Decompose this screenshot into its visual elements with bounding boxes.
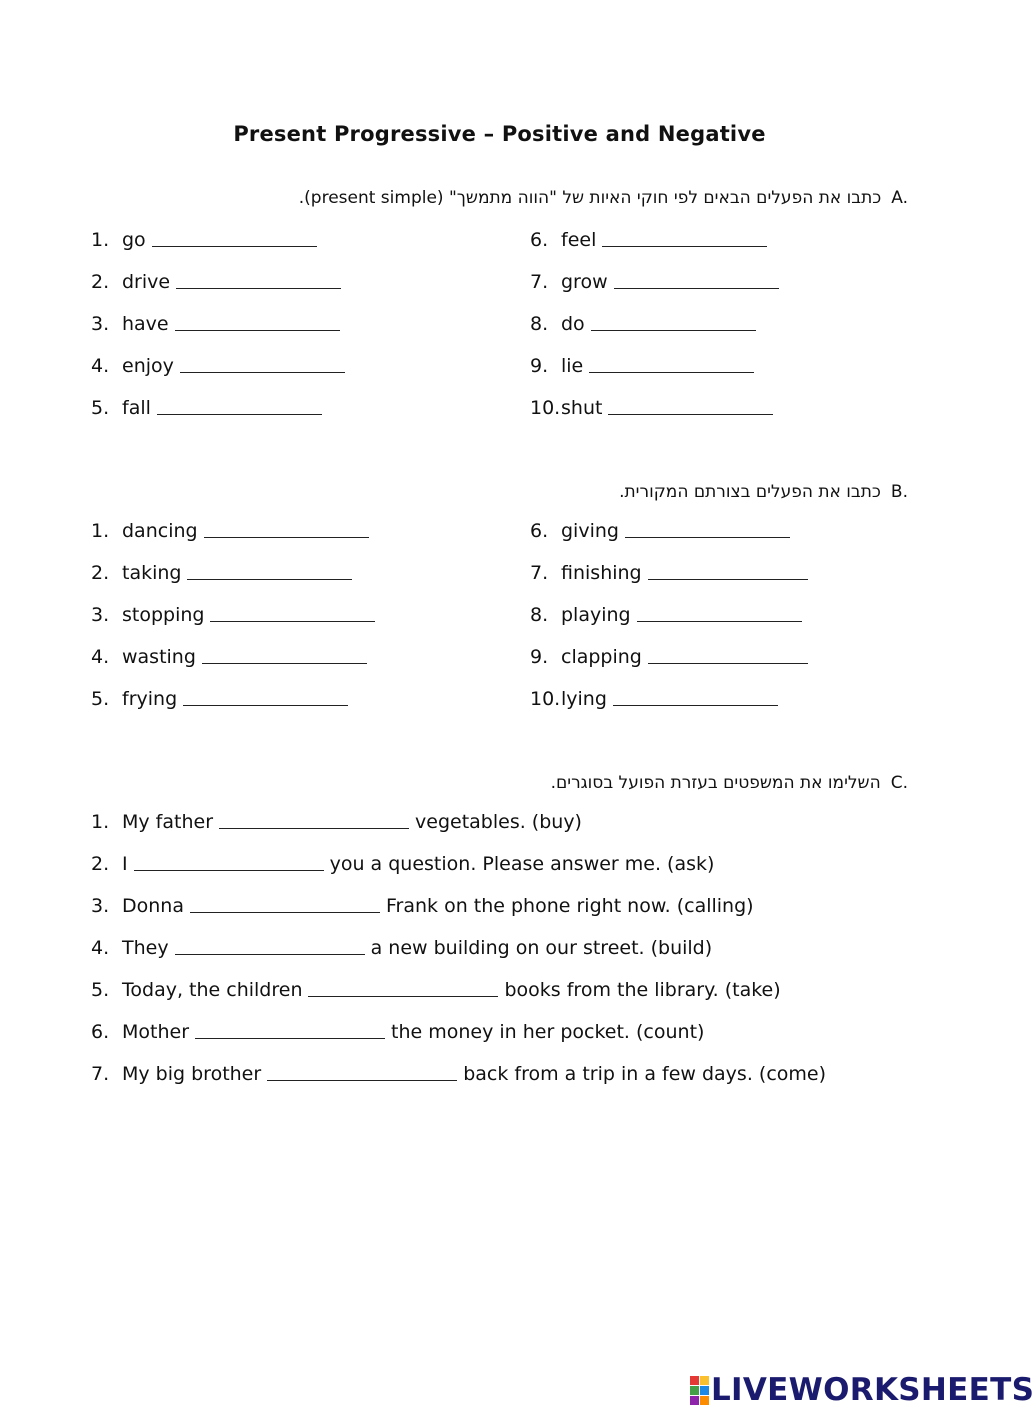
- list-item: 10. lying: [530, 688, 784, 710]
- answer-blank[interactable]: [187, 578, 352, 580]
- answer-blank[interactable]: [183, 704, 348, 706]
- answer-blank[interactable]: [204, 536, 369, 538]
- sentence-item: 3. Donna Frank on the phone right now. (calling): [91, 895, 754, 917]
- section-b-instruction: [619, 482, 908, 502]
- sentence-item: 4. They a new building on our street. (build): [91, 937, 713, 959]
- logo-block: [700, 1386, 709, 1395]
- list-item: 4. wasting: [91, 646, 373, 668]
- worksheet-title: Present Progressive – Positive and Negative: [233, 122, 766, 146]
- list-item: 2. taking: [91, 562, 358, 584]
- answer-blank[interactable]: [176, 287, 341, 289]
- answer-blank[interactable]: [180, 371, 345, 373]
- logo-block: [690, 1396, 699, 1405]
- section-b-text: כתבו את הפעלים בצורתם המקורית.: [619, 482, 881, 502]
- answer-blank[interactable]: [308, 995, 498, 997]
- answer-blank[interactable]: [608, 413, 773, 415]
- section-b-letter: B.: [890, 482, 908, 502]
- answer-blank[interactable]: [625, 536, 790, 538]
- sentence-item: 7. My big brother back from a trip in a few days. (come): [91, 1063, 826, 1085]
- answer-blank[interactable]: [637, 620, 802, 622]
- answer-blank[interactable]: [210, 620, 375, 622]
- list-item: 9. lie: [530, 355, 760, 377]
- answer-blank[interactable]: [613, 704, 778, 706]
- logo-block: [690, 1376, 699, 1385]
- answer-blank[interactable]: [175, 329, 340, 331]
- list-item: 8. do: [530, 313, 762, 335]
- answer-blank[interactable]: [648, 578, 808, 580]
- list-item: 4. enjoy: [91, 355, 351, 377]
- list-item: 8. playing: [530, 604, 808, 626]
- list-item: 5. frying: [91, 688, 354, 710]
- section-c-text: השלימו את המשפטים בעזרת הפועל בסוגרים.: [550, 773, 881, 793]
- list-item: 6. feel: [530, 229, 773, 251]
- answer-blank[interactable]: [219, 827, 409, 829]
- logo-blocks-icon: [690, 1376, 709, 1405]
- list-item: 3. have: [91, 313, 346, 335]
- sentence-item: 6. Mother the money in her pocket. (count): [91, 1021, 705, 1043]
- logo-block: [690, 1386, 699, 1395]
- sentence-item: 5. Today, the children books from the library. (take): [91, 979, 781, 1001]
- answer-blank[interactable]: [589, 371, 754, 373]
- answer-blank[interactable]: [602, 245, 767, 247]
- sentence-item: 2. I you a question. Please answer me. (ask): [91, 853, 715, 875]
- list-item: 2. drive: [91, 271, 347, 293]
- list-item: 10. shut: [530, 397, 779, 419]
- answer-blank[interactable]: [591, 329, 756, 331]
- list-item: 7. grow: [530, 271, 785, 293]
- section-a-text: כתבו את הפעלים הבאים לפי חוקי האיות של "הווה מתמשך" (present simple).: [298, 188, 882, 208]
- list-item: 9. clapping: [530, 646, 814, 668]
- logo-block: [700, 1376, 709, 1385]
- answer-blank[interactable]: [190, 911, 380, 913]
- logo-block: [700, 1396, 709, 1405]
- sentence-item: 1. My father vegetables. (buy): [91, 811, 582, 833]
- list-item: 1. go: [91, 229, 323, 251]
- list-item: 6. giving: [530, 520, 796, 542]
- answer-blank[interactable]: [152, 245, 317, 247]
- answer-blank[interactable]: [195, 1037, 385, 1039]
- liveworksheets-logo: [690, 1372, 1034, 1408]
- list-item: 7. finishing: [530, 562, 814, 584]
- answer-blank[interactable]: [267, 1079, 457, 1081]
- answer-blank[interactable]: [157, 413, 322, 415]
- list-item: 5. fall: [91, 397, 328, 419]
- answer-blank[interactable]: [614, 287, 779, 289]
- answer-blank[interactable]: [202, 662, 367, 664]
- section-a-instruction: [299, 188, 908, 208]
- section-c-instruction: [551, 773, 908, 793]
- section-a-letter: A.: [891, 188, 908, 208]
- answer-blank[interactable]: [648, 662, 808, 664]
- list-item: 1. dancing: [91, 520, 375, 542]
- answer-blank[interactable]: [175, 953, 365, 955]
- section-c-letter: C.: [890, 773, 908, 793]
- answer-blank[interactable]: [134, 869, 324, 871]
- list-item: 3. stopping: [91, 604, 381, 626]
- logo-text: LIVEWORKSHEETS: [711, 1372, 1034, 1408]
